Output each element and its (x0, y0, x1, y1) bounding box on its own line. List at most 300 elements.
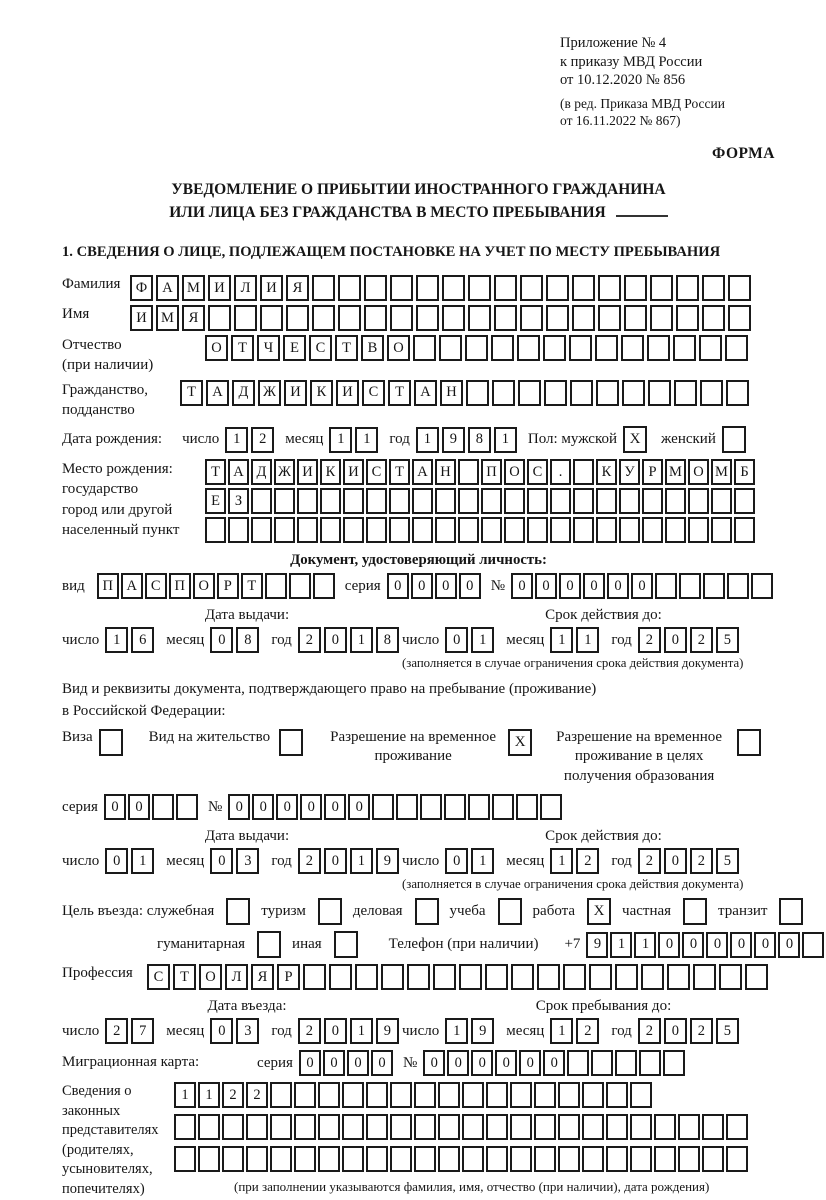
temp-residence-checkbox[interactable]: X (508, 729, 532, 756)
char-cell[interactable] (364, 305, 387, 331)
char-cell[interactable] (606, 1146, 628, 1172)
char-cell[interactable] (534, 1082, 556, 1108)
char-cell[interactable]: Т (388, 380, 411, 406)
char-cell[interactable]: 2 (222, 1082, 244, 1108)
char-cell[interactable]: А (206, 380, 229, 406)
char-cell[interactable]: 1 (350, 1018, 373, 1044)
char-cell[interactable]: 2 (246, 1082, 268, 1108)
char-cell[interactable]: 1 (550, 1018, 573, 1044)
char-cell[interactable]: П (97, 573, 119, 599)
char-cell[interactable]: 0 (105, 848, 128, 874)
char-cell[interactable] (462, 1114, 484, 1140)
char-cell[interactable] (364, 275, 387, 301)
char-cell[interactable]: 2 (576, 1018, 599, 1044)
char-cell[interactable] (504, 488, 525, 514)
char-cell[interactable]: 8 (376, 627, 399, 653)
char-cell[interactable] (414, 1114, 436, 1140)
char-cell[interactable]: К (320, 459, 341, 485)
char-cell[interactable] (504, 517, 525, 543)
char-cell[interactable] (438, 1082, 460, 1108)
char-cell[interactable] (318, 1082, 340, 1108)
char-cell[interactable] (648, 380, 671, 406)
char-cell[interactable] (458, 488, 479, 514)
char-cell[interactable]: Т (335, 335, 358, 361)
char-cell[interactable]: 5 (716, 627, 739, 653)
char-cell[interactable]: О (387, 335, 410, 361)
purpose-transit-checkbox[interactable] (779, 898, 803, 925)
char-cell[interactable] (465, 335, 488, 361)
char-cell[interactable]: 0 (276, 794, 298, 820)
char-cell[interactable]: 9 (586, 932, 608, 958)
char-cell[interactable] (558, 1114, 580, 1140)
char-cell[interactable]: 0 (324, 1018, 347, 1044)
char-cell[interactable] (294, 1114, 316, 1140)
char-cell[interactable] (540, 794, 562, 820)
char-cell[interactable] (702, 1146, 724, 1172)
char-cell[interactable]: 1 (610, 932, 632, 958)
char-cell[interactable] (606, 1082, 628, 1108)
char-cell[interactable] (537, 964, 560, 990)
residence-permit-checkbox[interactable] (279, 729, 303, 756)
char-cell[interactable]: 2 (690, 1018, 713, 1044)
char-cell[interactable] (639, 1050, 661, 1076)
char-cell[interactable] (734, 488, 755, 514)
char-cell[interactable] (468, 794, 490, 820)
char-cell[interactable] (492, 380, 515, 406)
char-cell[interactable]: 0 (778, 932, 800, 958)
char-cell[interactable]: 0 (459, 573, 481, 599)
char-cell[interactable] (582, 1146, 604, 1172)
char-cell[interactable] (624, 305, 647, 331)
char-cell[interactable] (297, 517, 318, 543)
char-cell[interactable] (570, 380, 593, 406)
char-cell[interactable] (414, 1146, 436, 1172)
char-cell[interactable] (622, 380, 645, 406)
char-cell[interactable]: Я (182, 305, 205, 331)
char-cell[interactable]: 1 (634, 932, 656, 958)
char-cell[interactable] (312, 305, 335, 331)
char-cell[interactable] (442, 305, 465, 331)
char-cell[interactable]: 1 (471, 848, 494, 874)
char-cell[interactable] (647, 335, 670, 361)
char-cell[interactable] (598, 305, 621, 331)
char-cell[interactable]: Л (234, 275, 257, 301)
char-cell[interactable] (582, 1114, 604, 1140)
char-cell[interactable] (702, 305, 725, 331)
char-cell[interactable] (598, 275, 621, 301)
char-cell[interactable]: 0 (511, 573, 533, 599)
char-cell[interactable] (650, 305, 673, 331)
char-cell[interactable]: И (343, 459, 364, 485)
char-cell[interactable]: 0 (300, 794, 322, 820)
char-cell[interactable] (435, 517, 456, 543)
char-cell[interactable] (342, 1146, 364, 1172)
char-cell[interactable] (318, 1146, 340, 1172)
char-cell[interactable]: . (550, 459, 571, 485)
char-cell[interactable]: 0 (754, 932, 776, 958)
char-cell[interactable]: 1 (576, 627, 599, 653)
char-cell[interactable] (641, 964, 664, 990)
char-cell[interactable] (621, 335, 644, 361)
char-cell[interactable]: И (336, 380, 359, 406)
char-cell[interactable] (381, 964, 404, 990)
char-cell[interactable] (630, 1114, 652, 1140)
char-cell[interactable] (486, 1082, 508, 1108)
char-cell[interactable] (462, 1082, 484, 1108)
char-cell[interactable]: А (228, 459, 249, 485)
char-cell[interactable]: С (147, 964, 170, 990)
char-cell[interactable]: 0 (631, 573, 653, 599)
char-cell[interactable] (152, 794, 174, 820)
char-cell[interactable] (396, 794, 418, 820)
char-cell[interactable] (366, 1114, 388, 1140)
char-cell[interactable] (366, 1146, 388, 1172)
char-cell[interactable] (338, 305, 361, 331)
char-cell[interactable] (563, 964, 586, 990)
char-cell[interactable]: 0 (535, 573, 557, 599)
char-cell[interactable] (518, 380, 541, 406)
char-cell[interactable] (615, 964, 638, 990)
char-cell[interactable] (198, 1114, 220, 1140)
char-cell[interactable] (802, 932, 824, 958)
char-cell[interactable] (342, 1114, 364, 1140)
char-cell[interactable] (567, 1050, 589, 1076)
char-cell[interactable] (615, 1050, 637, 1076)
char-cell[interactable] (491, 335, 514, 361)
char-cell[interactable] (693, 964, 716, 990)
char-cell[interactable] (589, 964, 612, 990)
char-cell[interactable] (338, 275, 361, 301)
char-cell[interactable] (550, 517, 571, 543)
char-cell[interactable]: 2 (251, 427, 274, 453)
char-cell[interactable] (596, 517, 617, 543)
char-cell[interactable]: 9 (471, 1018, 494, 1044)
char-cell[interactable] (416, 305, 439, 331)
char-cell[interactable] (274, 517, 295, 543)
char-cell[interactable] (486, 1146, 508, 1172)
char-cell[interactable] (573, 459, 594, 485)
char-cell[interactable] (642, 488, 663, 514)
char-cell[interactable] (517, 335, 540, 361)
purpose-work-checkbox[interactable]: X (587, 898, 611, 925)
char-cell[interactable]: М (665, 459, 686, 485)
char-cell[interactable] (619, 488, 640, 514)
char-cell[interactable]: 0 (411, 573, 433, 599)
char-cell[interactable]: А (412, 459, 433, 485)
char-cell[interactable] (573, 517, 594, 543)
char-cell[interactable] (624, 275, 647, 301)
char-cell[interactable]: Н (440, 380, 463, 406)
char-cell[interactable]: 0 (128, 794, 150, 820)
char-cell[interactable] (494, 305, 517, 331)
char-cell[interactable] (438, 1146, 460, 1172)
char-cell[interactable]: И (284, 380, 307, 406)
char-cell[interactable] (667, 964, 690, 990)
char-cell[interactable] (569, 335, 592, 361)
char-cell[interactable]: Е (283, 335, 306, 361)
char-cell[interactable]: Е (205, 488, 226, 514)
char-cell[interactable]: Я (286, 275, 309, 301)
char-cell[interactable] (481, 517, 502, 543)
char-cell[interactable]: С (527, 459, 548, 485)
char-cell[interactable] (596, 488, 617, 514)
sex-male-checkbox[interactable]: X (623, 426, 647, 453)
char-cell[interactable] (726, 380, 749, 406)
char-cell[interactable]: 0 (387, 573, 409, 599)
char-cell[interactable] (596, 380, 619, 406)
char-cell[interactable] (343, 517, 364, 543)
char-cell[interactable]: А (414, 380, 437, 406)
char-cell[interactable] (176, 794, 198, 820)
char-cell[interactable] (558, 1146, 580, 1172)
char-cell[interactable]: 0 (658, 932, 680, 958)
char-cell[interactable] (702, 275, 725, 301)
char-cell[interactable] (390, 1146, 412, 1172)
char-cell[interactable] (320, 517, 341, 543)
char-cell[interactable]: 3 (236, 848, 259, 874)
char-cell[interactable] (726, 1146, 748, 1172)
char-cell[interactable]: 0 (607, 573, 629, 599)
char-cell[interactable]: 2 (690, 848, 713, 874)
char-cell[interactable]: 1 (445, 1018, 468, 1044)
char-cell[interactable] (208, 305, 231, 331)
char-cell[interactable] (582, 1082, 604, 1108)
char-cell[interactable]: 6 (131, 627, 154, 653)
char-cell[interactable]: 0 (324, 794, 346, 820)
char-cell[interactable] (228, 517, 249, 543)
char-cell[interactable] (678, 1114, 700, 1140)
char-cell[interactable] (572, 305, 595, 331)
char-cell[interactable]: 1 (350, 848, 373, 874)
char-cell[interactable] (270, 1114, 292, 1140)
char-cell[interactable] (366, 488, 387, 514)
char-cell[interactable]: 1 (355, 427, 378, 453)
char-cell[interactable] (174, 1114, 196, 1140)
char-cell[interactable]: И (297, 459, 318, 485)
char-cell[interactable] (414, 1082, 436, 1108)
char-cell[interactable] (468, 275, 491, 301)
char-cell[interactable] (688, 517, 709, 543)
char-cell[interactable]: М (182, 275, 205, 301)
char-cell[interactable] (416, 275, 439, 301)
char-cell[interactable] (294, 1082, 316, 1108)
char-cell[interactable] (703, 573, 725, 599)
char-cell[interactable]: А (121, 573, 143, 599)
char-cell[interactable] (550, 488, 571, 514)
char-cell[interactable] (389, 517, 410, 543)
char-cell[interactable] (389, 488, 410, 514)
char-cell[interactable] (725, 335, 748, 361)
char-cell[interactable]: И (130, 305, 153, 331)
char-cell[interactable] (527, 488, 548, 514)
char-cell[interactable] (527, 517, 548, 543)
char-cell[interactable]: Т (180, 380, 203, 406)
char-cell[interactable] (222, 1146, 244, 1172)
char-cell[interactable]: 1 (105, 627, 128, 653)
purpose-private-checkbox[interactable] (683, 898, 707, 925)
char-cell[interactable]: Ж (258, 380, 281, 406)
char-cell[interactable]: 1 (225, 427, 248, 453)
sex-female-checkbox[interactable] (722, 426, 746, 453)
char-cell[interactable] (727, 573, 749, 599)
char-cell[interactable]: О (199, 964, 222, 990)
purpose-study-checkbox[interactable] (498, 898, 522, 925)
char-cell[interactable] (251, 517, 272, 543)
char-cell[interactable] (511, 964, 534, 990)
char-cell[interactable] (510, 1114, 532, 1140)
char-cell[interactable]: 0 (104, 794, 126, 820)
char-cell[interactable] (676, 275, 699, 301)
char-cell[interactable] (366, 1082, 388, 1108)
char-cell[interactable]: 2 (298, 627, 321, 653)
char-cell[interactable] (274, 488, 295, 514)
char-cell[interactable]: О (688, 459, 709, 485)
char-cell[interactable]: 9 (376, 1018, 399, 1044)
char-cell[interactable] (205, 517, 226, 543)
char-cell[interactable]: 0 (445, 848, 468, 874)
char-cell[interactable]: Ж (274, 459, 295, 485)
char-cell[interactable] (265, 573, 287, 599)
char-cell[interactable]: В (361, 335, 384, 361)
char-cell[interactable]: О (205, 335, 228, 361)
char-cell[interactable] (728, 305, 751, 331)
char-cell[interactable]: 0 (210, 627, 233, 653)
char-cell[interactable] (286, 305, 309, 331)
char-cell[interactable] (663, 1050, 685, 1076)
char-cell[interactable] (678, 1146, 700, 1172)
char-cell[interactable] (494, 275, 517, 301)
char-cell[interactable] (546, 305, 569, 331)
char-cell[interactable] (390, 1114, 412, 1140)
char-cell[interactable]: 5 (716, 848, 739, 874)
char-cell[interactable] (343, 488, 364, 514)
char-cell[interactable] (510, 1146, 532, 1172)
char-cell[interactable] (711, 488, 732, 514)
purpose-official-checkbox[interactable] (226, 898, 250, 925)
char-cell[interactable]: Р (642, 459, 663, 485)
char-cell[interactable] (251, 488, 272, 514)
char-cell[interactable]: 1 (174, 1082, 196, 1108)
char-cell[interactable] (458, 459, 479, 485)
char-cell[interactable] (468, 305, 491, 331)
char-cell[interactable]: К (310, 380, 333, 406)
char-cell[interactable]: 2 (690, 627, 713, 653)
char-cell[interactable]: 2 (576, 848, 599, 874)
char-cell[interactable]: 1 (198, 1082, 220, 1108)
char-cell[interactable]: 0 (371, 1050, 393, 1076)
char-cell[interactable]: 0 (423, 1050, 445, 1076)
temp-residence-education-checkbox[interactable] (737, 729, 761, 756)
char-cell[interactable]: 0 (324, 627, 347, 653)
char-cell[interactable]: 0 (210, 1018, 233, 1044)
char-cell[interactable]: У (619, 459, 640, 485)
char-cell[interactable] (318, 1114, 340, 1140)
char-cell[interactable] (655, 573, 677, 599)
char-cell[interactable]: И (208, 275, 231, 301)
char-cell[interactable]: 1 (350, 627, 373, 653)
char-cell[interactable] (270, 1082, 292, 1108)
char-cell[interactable]: 0 (664, 1018, 687, 1044)
char-cell[interactable] (342, 1082, 364, 1108)
char-cell[interactable]: С (362, 380, 385, 406)
char-cell[interactable]: М (711, 459, 732, 485)
char-cell[interactable]: 0 (299, 1050, 321, 1076)
char-cell[interactable] (711, 517, 732, 543)
char-cell[interactable] (355, 964, 378, 990)
char-cell[interactable]: 0 (445, 627, 468, 653)
purpose-humanitarian-checkbox[interactable] (257, 931, 281, 958)
char-cell[interactable] (734, 517, 755, 543)
char-cell[interactable]: Я (251, 964, 274, 990)
char-cell[interactable] (234, 305, 257, 331)
char-cell[interactable]: 0 (323, 1050, 345, 1076)
char-cell[interactable] (438, 1114, 460, 1140)
char-cell[interactable]: 9 (376, 848, 399, 874)
char-cell[interactable]: 8 (236, 627, 259, 653)
char-cell[interactable] (303, 964, 326, 990)
char-cell[interactable] (650, 275, 673, 301)
char-cell[interactable]: Т (173, 964, 196, 990)
char-cell[interactable]: Т (389, 459, 410, 485)
char-cell[interactable] (516, 794, 538, 820)
purpose-other-checkbox[interactable] (334, 931, 358, 958)
char-cell[interactable] (198, 1146, 220, 1172)
char-cell[interactable] (412, 488, 433, 514)
char-cell[interactable] (674, 380, 697, 406)
char-cell[interactable]: Р (217, 573, 239, 599)
char-cell[interactable]: 3 (236, 1018, 259, 1044)
char-cell[interactable] (420, 794, 442, 820)
char-cell[interactable] (543, 335, 566, 361)
char-cell[interactable] (222, 1114, 244, 1140)
char-cell[interactable] (462, 1146, 484, 1172)
char-cell[interactable] (546, 275, 569, 301)
char-cell[interactable]: 1 (416, 427, 439, 453)
char-cell[interactable]: П (169, 573, 191, 599)
char-cell[interactable]: 2 (298, 848, 321, 874)
char-cell[interactable] (492, 794, 514, 820)
char-cell[interactable] (679, 573, 701, 599)
char-cell[interactable] (572, 275, 595, 301)
char-cell[interactable]: П (481, 459, 502, 485)
char-cell[interactable] (458, 517, 479, 543)
char-cell[interactable] (297, 488, 318, 514)
char-cell[interactable] (591, 1050, 613, 1076)
char-cell[interactable] (751, 573, 773, 599)
char-cell[interactable]: 0 (495, 1050, 517, 1076)
char-cell[interactable] (412, 517, 433, 543)
char-cell[interactable] (366, 517, 387, 543)
char-cell[interactable] (466, 380, 489, 406)
char-cell[interactable] (534, 1114, 556, 1140)
char-cell[interactable] (654, 1146, 676, 1172)
char-cell[interactable]: О (193, 573, 215, 599)
char-cell[interactable]: 0 (252, 794, 274, 820)
char-cell[interactable] (728, 275, 751, 301)
char-cell[interactable]: 0 (559, 573, 581, 599)
purpose-business-checkbox[interactable] (415, 898, 439, 925)
char-cell[interactable] (260, 305, 283, 331)
char-cell[interactable]: С (145, 573, 167, 599)
char-cell[interactable]: А (156, 275, 179, 301)
visa-checkbox[interactable] (99, 729, 123, 756)
char-cell[interactable]: 0 (682, 932, 704, 958)
char-cell[interactable] (413, 335, 436, 361)
char-cell[interactable] (294, 1146, 316, 1172)
char-cell[interactable]: 0 (348, 794, 370, 820)
char-cell[interactable] (702, 1114, 724, 1140)
char-cell[interactable]: 0 (664, 848, 687, 874)
